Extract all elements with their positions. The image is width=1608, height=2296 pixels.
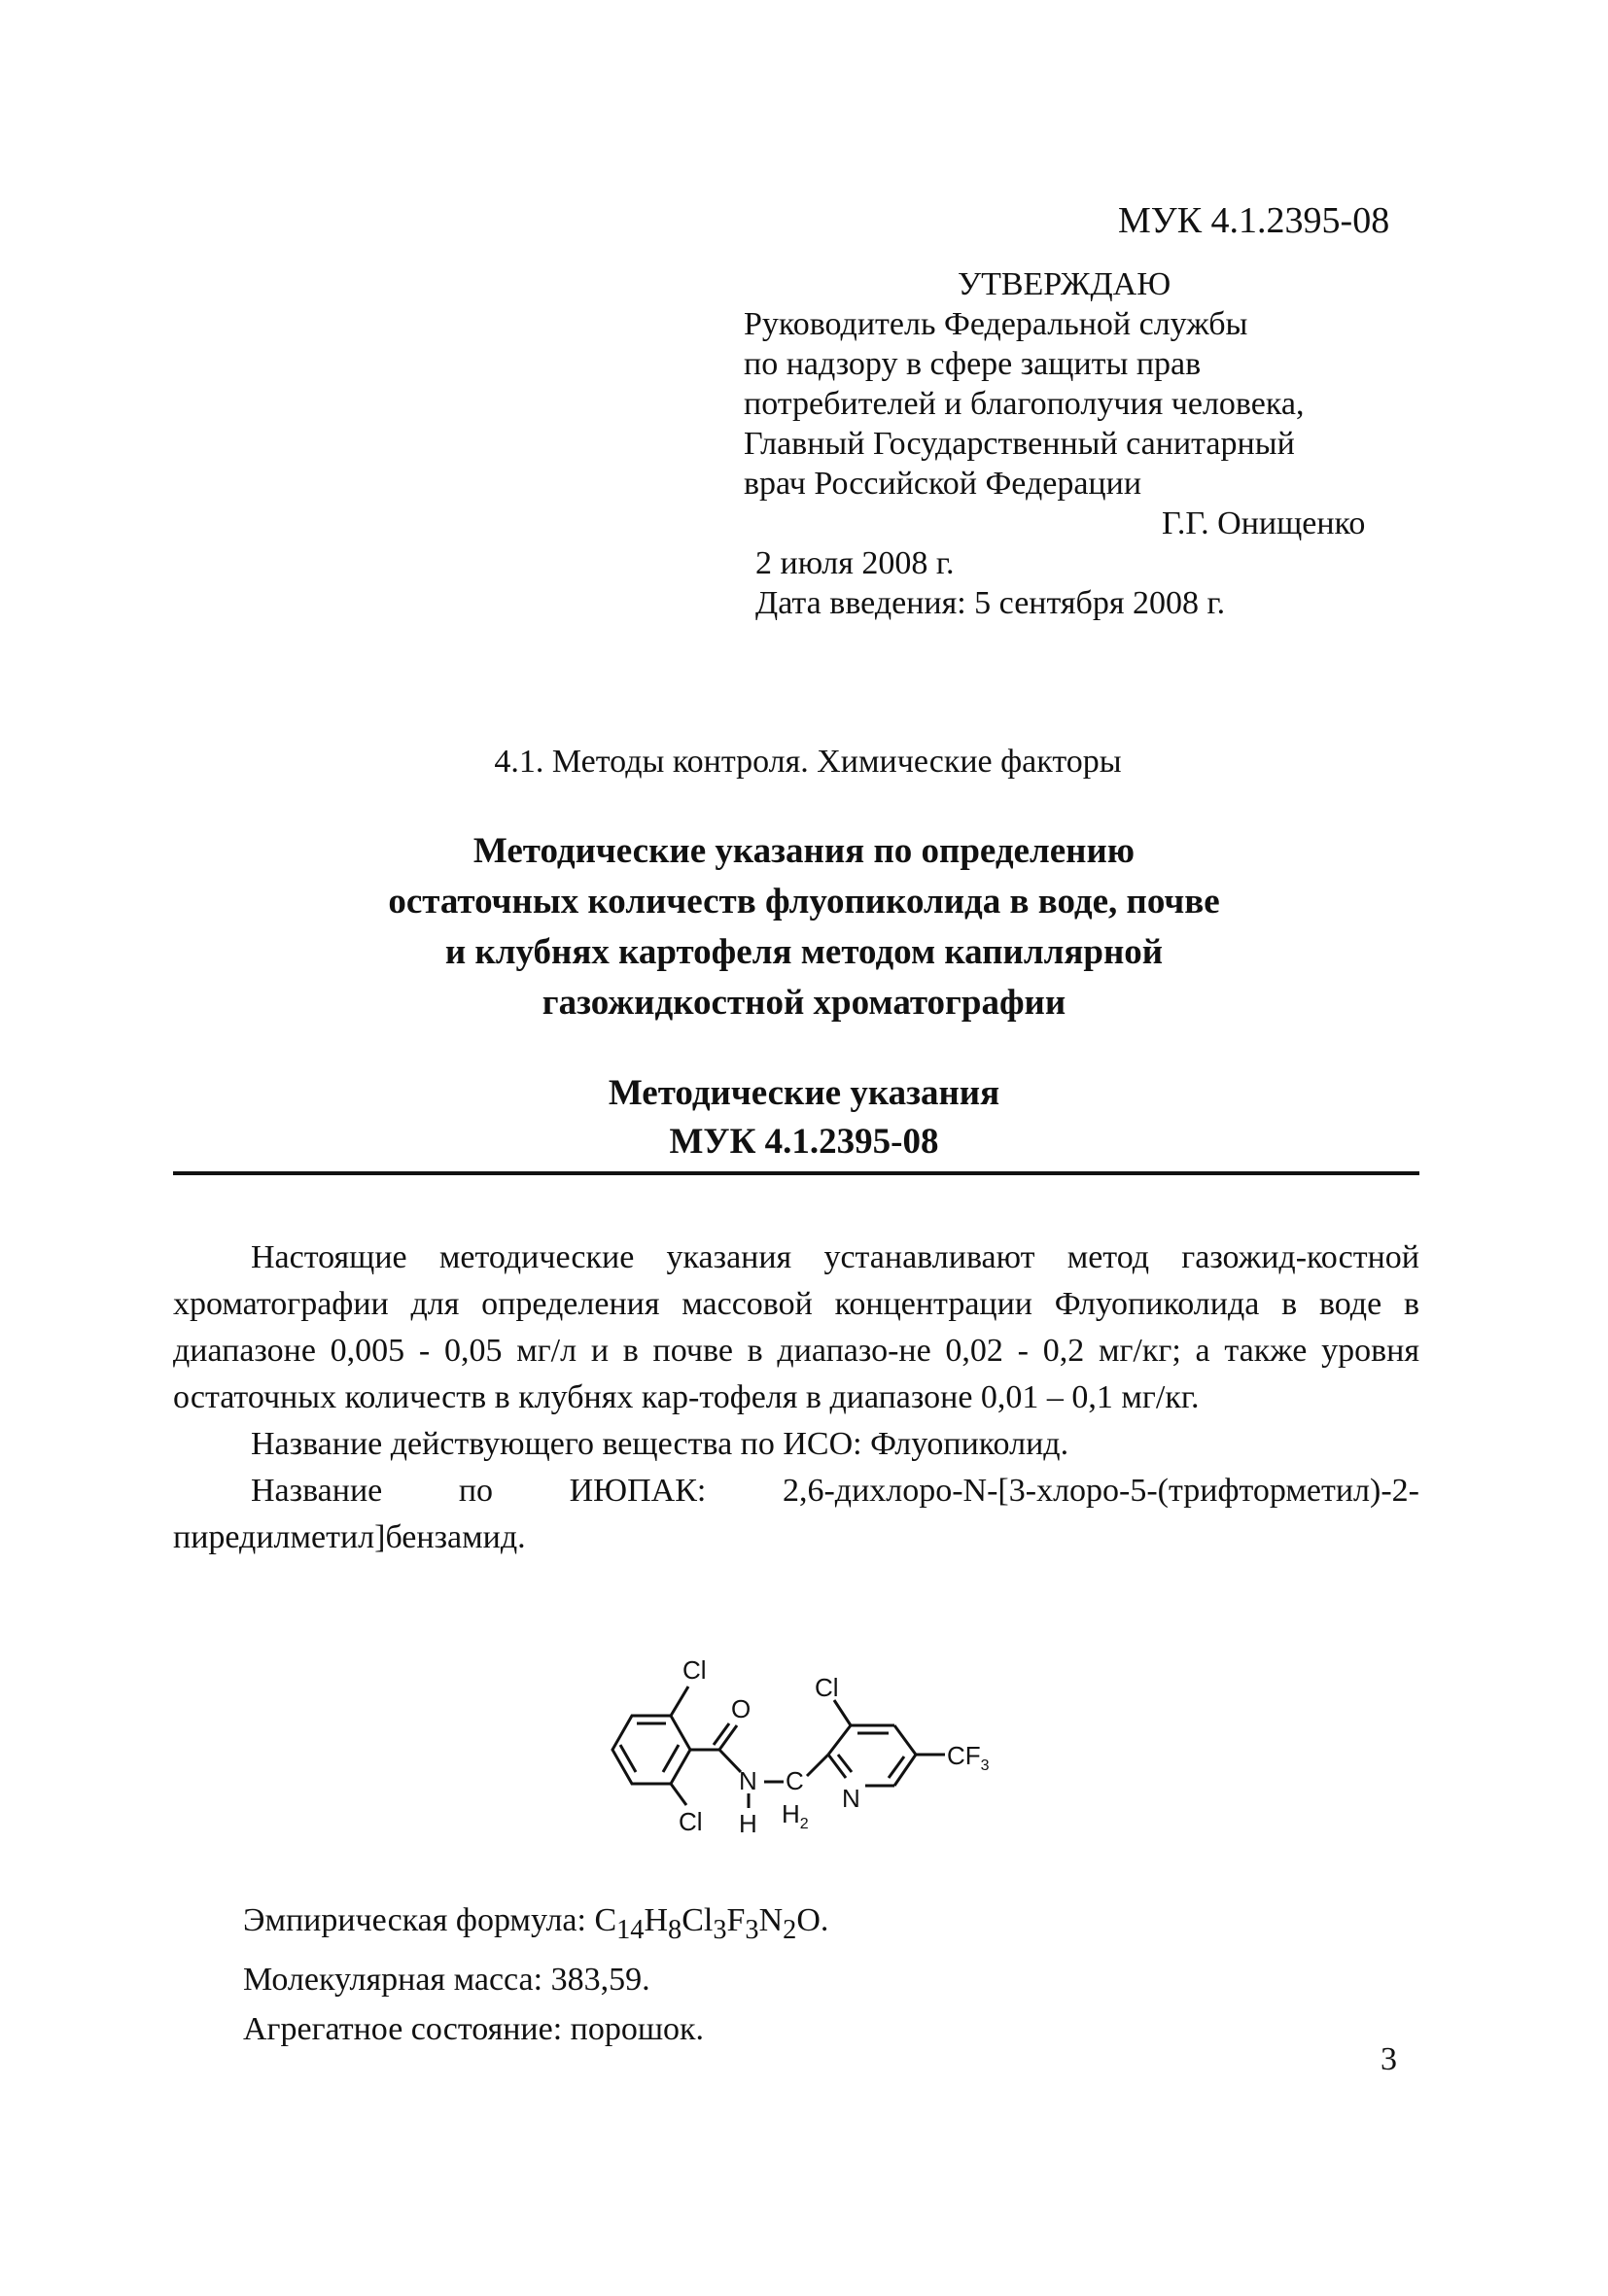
label-cl-top: Cl xyxy=(682,1655,707,1685)
label-n-amide: N xyxy=(739,1766,757,1795)
physical-state: Агрегатное состояние: порошок. xyxy=(243,2010,705,2047)
paragraph-iupac-name: Название по ИЮПАК: 2,6-дихлоро-N-[3-хлоро-5-(трифторметил)-2-пиредилметил]бензамид. xyxy=(173,1473,1419,1555)
main-title-line: и клубнях картофеля методом капиллярной xyxy=(444,932,1164,972)
approval-position-line: Руководитель Федеральной службы xyxy=(744,306,1248,342)
paragraph-scope: Настоящие методические указания устанавливают метод газожид-костной хроматографии для определения массовой концентрации Флуопиколида в воде в диапазоне 0,005 - 0,05 мг/л и в почве в диапазо-не 0,02 - 0,2 мг/кг; а также уровня остаточных количеств в клубнях кар-тофеля в диапазоне 0,01 – 0,1 мг/кг. xyxy=(173,1239,1419,1415)
approval-title: УТВЕРЖДАЮ xyxy=(958,266,1171,302)
section-heading xyxy=(0,744,1608,781)
compound-properties xyxy=(243,1896,828,2054)
approval-position-line: по надзору в сфере защиты прав xyxy=(744,346,1202,382)
label-cf3: $CF_3$ xyxy=(947,1741,990,1774)
section-heading-text: 4.1. Методы контроля. Химические факторы xyxy=(494,744,1122,780)
main-title-line: Методические указания по определению xyxy=(472,831,1136,871)
sub-title-line: Методические указания xyxy=(608,1073,1000,1113)
title-divider xyxy=(173,1171,1419,1175)
sub-title-code: МУК 4.1.2395-08 xyxy=(669,1122,939,1162)
label-cl-bottom: Cl xyxy=(679,1807,703,1836)
label-cl-pyridine: Cl xyxy=(815,1673,839,1702)
approver-name: Г.Г. Онищенко xyxy=(1162,505,1366,541)
main-title-line: газожидкостной хроматографии xyxy=(542,983,1066,1023)
approval-position-line: врач Российской Федерации xyxy=(744,466,1142,502)
main-title-line: остаточных количеств флуопиколида в воде, почве xyxy=(388,882,1220,922)
paragraph-iso-name: Название действующего вещества по ИСО: Флуопиколид. xyxy=(251,1426,1069,1462)
approval-position-line: Главный Государственный санитарный xyxy=(744,426,1295,462)
introduction-date: Дата введения: 5 сентября 2008 г. xyxy=(755,585,1226,621)
structural-formula xyxy=(574,1648,1099,1852)
document-code: МУК 4.1.2395-08 xyxy=(1118,200,1390,241)
label-c-methylene: C xyxy=(786,1766,804,1795)
approval-date: 2 июля 2008 г. xyxy=(755,545,955,581)
label-n-pyridine: N xyxy=(842,1784,860,1813)
approval-block xyxy=(744,264,1424,623)
label-h-amide: H xyxy=(739,1809,757,1838)
approval-position-line: потребителей и благополучия человека, xyxy=(744,386,1305,422)
sub-title xyxy=(0,1069,1608,1166)
body-text xyxy=(173,1235,1419,1561)
label-h2: $H_2$ xyxy=(782,1799,809,1832)
page-number: 3 xyxy=(1381,2041,1397,2077)
main-title xyxy=(0,826,1608,1028)
empirical-formula: Эмпирическая формула: $C_{14}H_8Cl_3F_3N_2O$. xyxy=(243,1902,829,1945)
molecular-mass: Молекулярная масса: 383,59. xyxy=(243,1961,650,1998)
label-oxygen: O xyxy=(731,1694,752,1723)
